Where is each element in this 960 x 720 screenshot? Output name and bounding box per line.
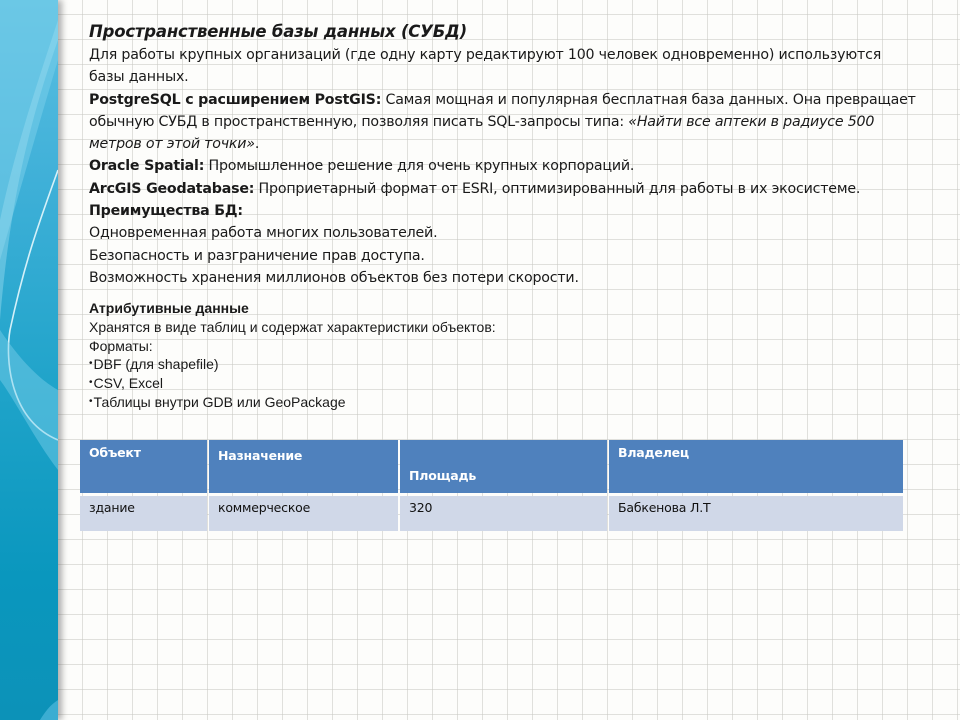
db-description: Проприетарный формат от ESRI, оптимизированный для работы в их экосистеме. <box>254 180 861 197</box>
format-item <box>89 374 689 393</box>
table-cell: Бабкенова Л.Т <box>609 496 903 531</box>
db-example-query: «Найти все аптеки в радиусе 500 метров от этой точки» <box>89 113 875 153</box>
advantages-heading: Преимущества БД: <box>89 203 243 220</box>
slide-content <box>89 20 919 289</box>
db-name: ArcGIS Geodatabase: <box>89 180 255 197</box>
decorative-side-panel <box>0 0 58 720</box>
column-header-owner: Владелец <box>609 440 903 493</box>
column-header-area: Площадь <box>400 440 607 493</box>
db-item-postgresql <box>89 89 919 156</box>
wave-decoration-icon <box>0 0 58 720</box>
punctuation: . <box>254 136 260 153</box>
advantage-item: Возможность хранения миллионов объектов без потери скорости. <box>89 269 579 286</box>
format-text: CSV, Excel <box>93 375 164 392</box>
attributes-section <box>89 299 689 412</box>
db-item-arcgis <box>89 178 919 200</box>
table-header-row <box>80 440 903 493</box>
format-text: DBF (для shapefile) <box>93 356 219 373</box>
column-header-purpose: Назначение <box>209 440 398 493</box>
formats-label: Форматы: <box>89 337 153 354</box>
table-cell: 320 <box>400 496 607 531</box>
bullet-icon: • <box>89 358 93 370</box>
bullet-icon: • <box>89 377 93 389</box>
db-item-oracle <box>89 155 919 177</box>
attributes-heading: Атрибутивные данные <box>89 300 249 316</box>
format-item <box>89 355 689 374</box>
advantage-item: Безопасность и разграничение прав доступа. <box>89 247 425 264</box>
table-cell: коммерческое <box>209 496 398 531</box>
attributes-description: Хранятся в виде таблиц и содержат характеристики объектов: <box>89 318 496 335</box>
bullet-icon: • <box>89 395 93 407</box>
db-name: Oracle Spatial: <box>89 158 205 175</box>
attribute-table <box>78 437 905 534</box>
db-description: Промышленное решение для очень крупных корпораций. <box>204 158 635 175</box>
format-text: Таблицы внутри GDB или GeoPackage <box>93 393 346 410</box>
intro-paragraph: Для работы крупных организаций (где одну карту редактируют 100 человек одновременно) используются базы данных. <box>89 47 882 86</box>
table-row <box>80 496 903 531</box>
column-header-object: Объект <box>80 440 207 493</box>
slide-title: Пространственные базы данных (СУБД) <box>89 22 467 41</box>
format-item <box>89 393 689 412</box>
db-name: PostgreSQL с расширением PostGIS: <box>89 91 382 108</box>
table-cell: здание <box>80 496 207 531</box>
db-description: Самая мощная и популярная бесплатная база данных. Она превращает обычную СУБД в пространственную, позволяя писать SQL-запросы типа: <box>89 91 916 130</box>
advantage-item: Одновременная работа многих пользователей. <box>89 225 438 242</box>
